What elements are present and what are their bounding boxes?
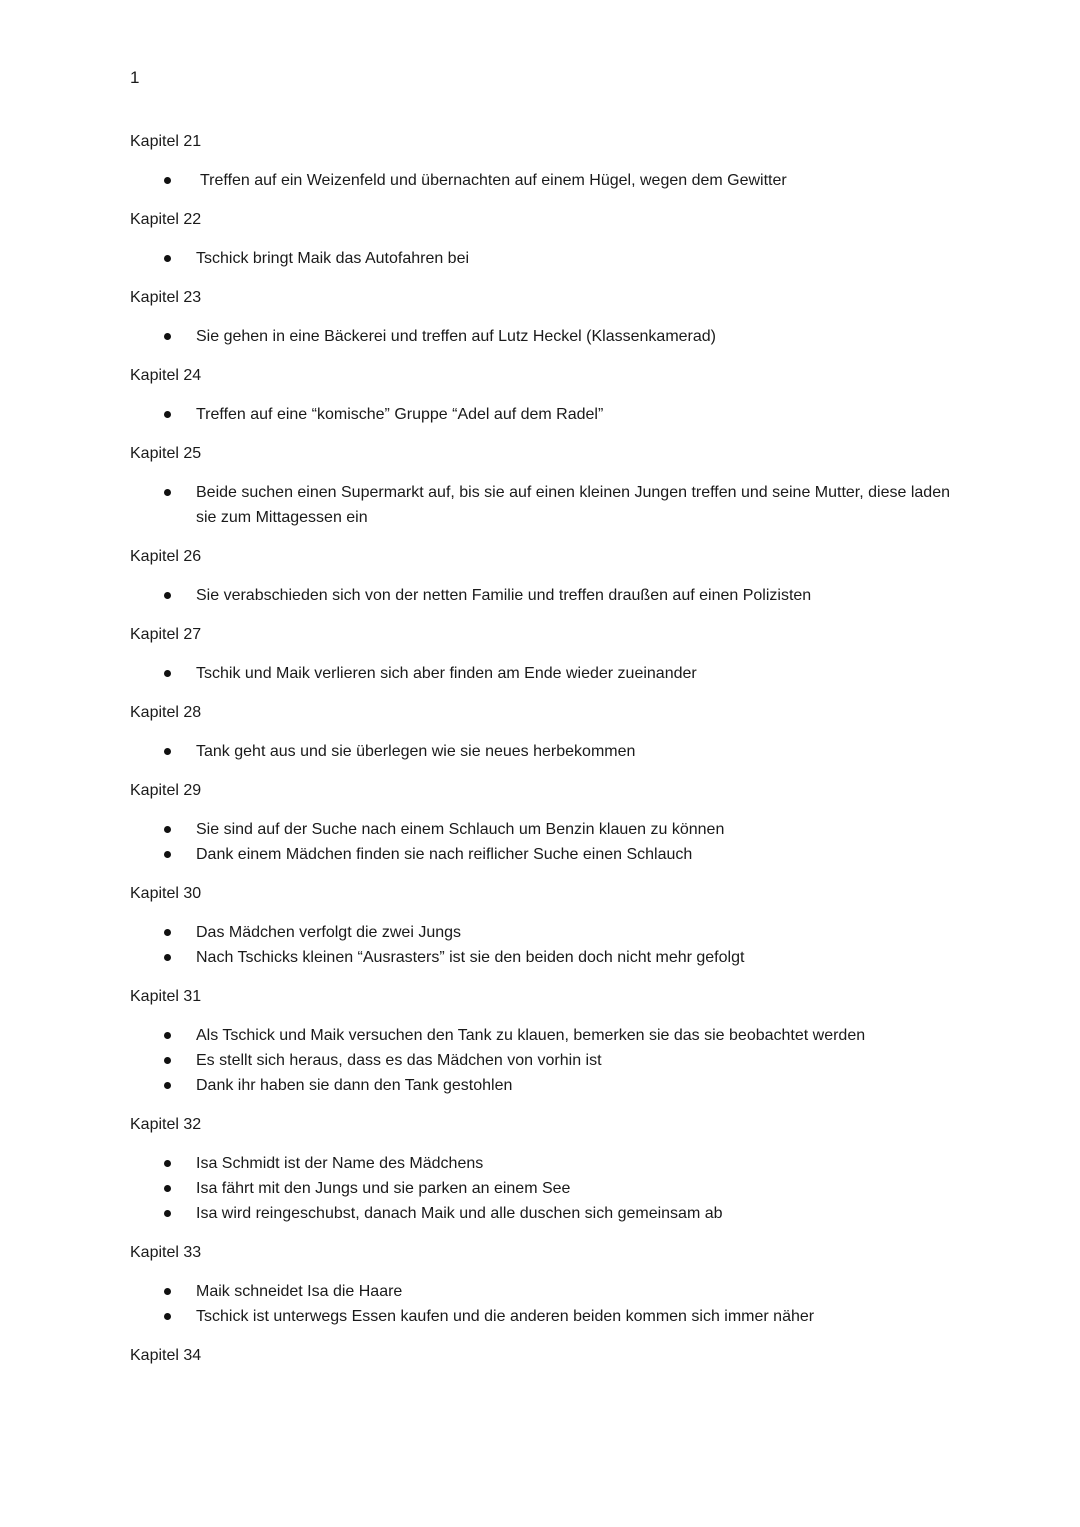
bullet-list [130, 402, 950, 427]
page-number: 1 [130, 68, 140, 87]
list-item-text: Sie gehen in eine Bäckerei und treffen auf Lutz Heckel (Klassenkamerad) [196, 328, 717, 345]
bullet-icon [164, 1313, 171, 1320]
bullet-icon [164, 411, 171, 418]
list-item [130, 1151, 950, 1176]
chapter-heading: Kapitel 23 [130, 289, 202, 306]
chapter-section [130, 778, 950, 867]
chapter-heading: Kapitel 22 [130, 211, 202, 228]
bullet-list [130, 480, 950, 530]
chapter-section [130, 1112, 950, 1226]
chapter-section [130, 1343, 950, 1368]
list-item-text: Dank ihr haben sie dann den Tank gestohlen [196, 1077, 513, 1094]
bullet-icon [164, 489, 171, 496]
bullet-icon [164, 670, 171, 677]
bullet-icon [164, 1185, 171, 1192]
chapter-heading: Kapitel 31 [130, 988, 202, 1005]
chapter-heading: Kapitel 26 [130, 548, 202, 565]
list-item-text: Treffen auf ein Weizenfeld und übernachten auf einem Hügel, wegen dem Gewitter [200, 172, 787, 189]
chapter-heading: Kapitel 24 [130, 367, 202, 384]
bullet-icon [164, 851, 171, 858]
bullet-icon [164, 748, 171, 755]
list-item-text: Als Tschick und Maik versuchen den Tank zu klauen, bemerken sie das sie beobachtet werden [196, 1027, 866, 1044]
chapter-section [130, 441, 950, 530]
bullet-icon [164, 1288, 171, 1295]
bullet-list [130, 661, 950, 686]
bullet-list [130, 246, 950, 271]
list-item-text: Sie sind auf der Suche nach einem Schlauch um Benzin klauen zu können [196, 821, 725, 838]
bullet-icon [164, 826, 171, 833]
list-item [130, 842, 950, 867]
chapter-heading: Kapitel 33 [130, 1244, 202, 1261]
list-item [130, 1048, 950, 1073]
bullet-icon [164, 1032, 171, 1039]
bullet-list [130, 583, 950, 608]
bullet-icon [164, 1160, 171, 1167]
chapter-heading: Kapitel 21 [130, 133, 202, 150]
list-item [130, 817, 950, 842]
chapter-section [130, 285, 950, 349]
list-item-text: Isa Schmidt ist der Name des Mädchens [196, 1155, 484, 1172]
list-item [130, 1023, 950, 1048]
list-item-text: Nach Tschicks kleinen “Ausrasters” ist sie den beiden doch nicht mehr gefolgt [196, 949, 745, 966]
bullet-list [130, 920, 950, 970]
list-item [130, 583, 950, 608]
chapter-section [130, 984, 950, 1098]
bullet-icon [164, 1082, 171, 1089]
chapter-heading: Kapitel 25 [130, 445, 202, 462]
bullet-list [130, 739, 950, 764]
list-item-text: Sie verabschieden sich von der netten Familie und treffen draußen auf einen Polizisten [196, 587, 812, 604]
list-item-text: Es stellt sich heraus, dass es das Mädchen von vorhin ist [196, 1052, 602, 1069]
chapter-section [130, 129, 950, 193]
list-item [130, 1279, 950, 1304]
chapter-section [130, 1240, 950, 1329]
document-body [130, 129, 950, 1368]
list-item [130, 920, 950, 945]
list-item [130, 739, 950, 764]
chapter-heading: Kapitel 34 [130, 1347, 202, 1364]
bullet-list [130, 1279, 950, 1329]
chapter-section [130, 700, 950, 764]
chapter-heading: Kapitel 28 [130, 704, 202, 721]
chapter-section [130, 363, 950, 427]
list-item-text: Treffen auf eine “komische” Gruppe “Adel auf dem Radel” [196, 406, 604, 423]
list-item [130, 1304, 950, 1329]
list-item [130, 480, 950, 530]
list-item [130, 324, 950, 349]
list-item [130, 661, 950, 686]
bullet-list [130, 168, 950, 193]
bullet-icon [164, 929, 171, 936]
bullet-icon [164, 954, 171, 961]
list-item [130, 402, 950, 427]
list-item-text: Isa fährt mit den Jungs und sie parken an einem See [196, 1180, 571, 1197]
chapter-heading: Kapitel 32 [130, 1116, 202, 1133]
bullet-icon [164, 1210, 171, 1217]
bullet-list [130, 324, 950, 349]
chapter-heading: Kapitel 27 [130, 626, 202, 643]
list-item [130, 1176, 950, 1201]
list-item [130, 246, 950, 271]
chapter-heading: Kapitel 29 [130, 782, 202, 799]
bullet-list [130, 817, 950, 867]
list-item-text: Tschik und Maik verlieren sich aber finden am Ende wieder zueinander [196, 665, 697, 682]
list-item [130, 1073, 950, 1098]
bullet-icon [164, 255, 171, 262]
bullet-list [130, 1023, 950, 1098]
bullet-icon [164, 333, 171, 340]
bullet-list [130, 1151, 950, 1226]
chapter-section [130, 544, 950, 608]
chapter-section [130, 881, 950, 970]
list-item-text: Tschick ist unterwegs Essen kaufen und die anderen beiden kommen sich immer näher [196, 1308, 815, 1325]
list-item-text: Maik schneidet Isa die Haare [196, 1283, 403, 1300]
list-item [130, 945, 950, 970]
chapter-heading: Kapitel 30 [130, 885, 202, 902]
list-item [130, 1201, 950, 1226]
list-item-text: Tank geht aus und sie überlegen wie sie neues herbekommen [196, 743, 636, 760]
bullet-icon [164, 592, 171, 599]
list-item-text: Isa wird reingeschubst, danach Maik und alle duschen sich gemeinsam ab [196, 1205, 723, 1222]
list-item-text: Dank einem Mädchen finden sie nach reiflicher Suche einen Schlauch [196, 846, 693, 863]
list-item [130, 168, 950, 193]
list-item-text: Tschick bringt Maik das Autofahren bei [196, 250, 470, 267]
chapter-section [130, 622, 950, 686]
bullet-icon [164, 1057, 171, 1064]
list-item-text: Beide suchen einen Supermarkt auf, bis sie auf einen kleinen Jungen treffen und seine Mutter, diese laden sie zum Mittagessen ein [196, 484, 950, 526]
list-item-text: Das Mädchen verfolgt die zwei Jungs [196, 924, 462, 941]
chapter-section [130, 207, 950, 271]
bullet-icon [164, 177, 171, 184]
